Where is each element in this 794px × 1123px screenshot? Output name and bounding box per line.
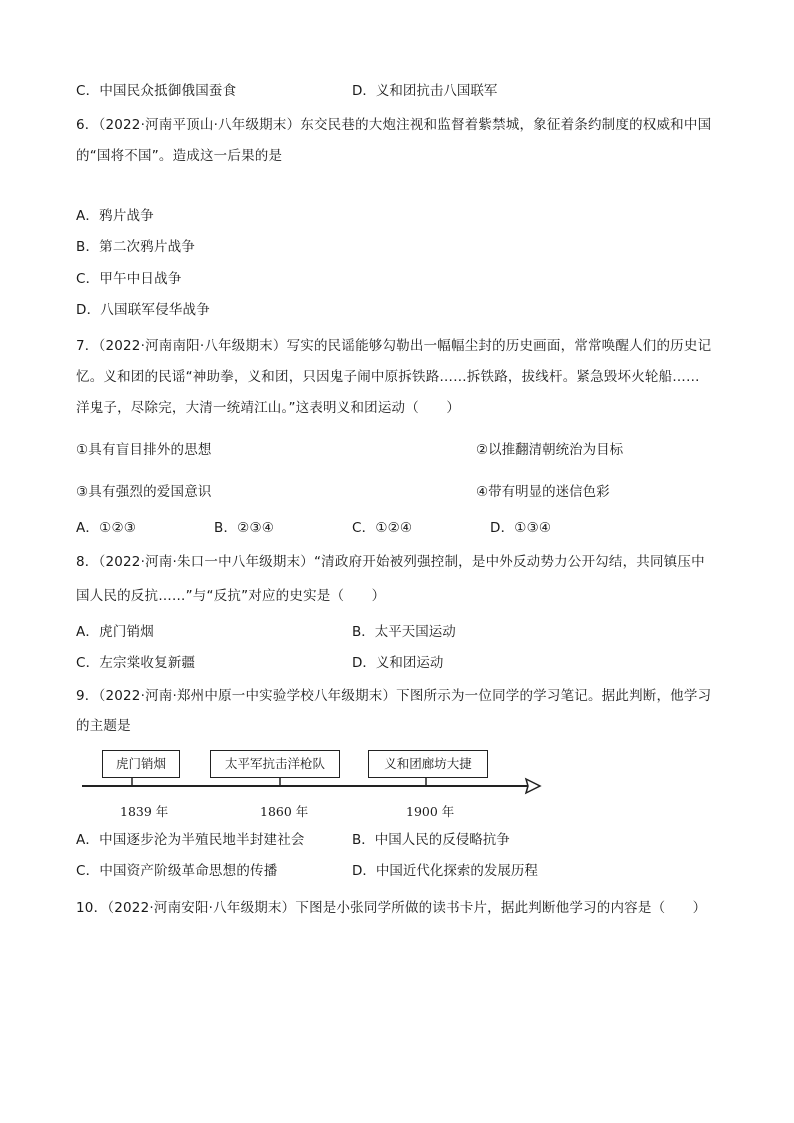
q9-option-c: C．中国资产阶级革命思想的传播 [76, 863, 278, 879]
timeline-year-3: 1900 年 [406, 804, 455, 819]
q7-stem-line2: 忆。义和团的民谣“神助拳，义和团，只因鬼子闹中原拆铁路……拆铁路，拔线杆。紧急毁坏火轮船…… [76, 369, 700, 385]
q9-timeline-figure [76, 746, 546, 826]
q7-option-d: D．①③④ [490, 520, 552, 536]
q8-stem-line2: 国人民的反抗……”与“反抗”对应的史实是（ ） [76, 588, 386, 604]
q6-option-a: A．鸦片战争 [76, 208, 154, 224]
q8-option-c: C．左宗棠收复新疆 [76, 655, 196, 671]
q7-option-b: B．②③④ [214, 520, 275, 536]
q7-stem-line1: 7．（2022·河南南阳·八年级期末）写实的民谣能够勾勒出一幅幅尘封的历史画面，常常唤醒人们的历史记 [76, 338, 712, 354]
q7-option-a: A．①②③ [76, 520, 137, 536]
q8-option-d: D．义和团运动 [352, 655, 444, 671]
q7-statement-1: ①具有盲目排外的思想 [76, 442, 212, 458]
q8-option-a: A．虎门销烟 [76, 624, 154, 640]
q6-stem-line1: 6．（2022·河南平顶山·八年级期末）东交民巷的大炮注视和监督着紫禁城，象征着条约制度的权威和中国 [76, 117, 712, 133]
timeline-year-1: 1839 年 [120, 804, 169, 819]
q7-statement-3: ③具有强烈的爱国意识 [76, 484, 212, 500]
timeline-arrow-icon [526, 779, 540, 793]
timeline-event-2: 太平军抗击洋枪队 [210, 750, 340, 778]
q9-option-d: D．中国近代化探索的发展历程 [352, 863, 538, 879]
q9-stem-line2: 的主题是 [76, 718, 131, 734]
q8-stem-line1: 8．（2022·河南·朱口一中八年级期末）“清政府开始被列强控制，是中外反动势力公开勾结，共同镇压中 [76, 554, 705, 570]
q7-statement-4: ④带有明显的迷信色彩 [476, 484, 610, 500]
q6-stem-line2: 的“国将不国”。造成这一后果的是 [76, 148, 283, 164]
timeline-event-3: 义和团廊坊大捷 [368, 750, 488, 778]
q8-option-b: B．太平天国运动 [352, 624, 456, 640]
q10-stem-line1: 10．（2022·河南安阳·八年级期末）下图是小张同学所做的读书卡片，据此判断他学习的内容是（ ） [76, 900, 707, 916]
q9-stem-line1: 9．（2022·河南·郑州中原一中实验学校八年级期末）下图所示为一位同学的学习笔记。据此判断，他学习 [76, 688, 712, 704]
q5-option-c: C．中国民众抵御俄国蚕食 [76, 83, 237, 99]
q7-stem-line3: 洋鬼子，尽除完，大清一统靖江山。”这表明义和团运动（ ） [76, 400, 461, 416]
q7-options-row [76, 518, 628, 538]
q6-option-b: B．第二次鸦片战争 [76, 239, 196, 255]
q9-option-a: A．中国逐步沦为半殖民地半封建社会 [76, 832, 305, 848]
timeline-year-2: 1860 年 [260, 804, 309, 819]
q5-option-d: D．义和团抗击八国联军 [352, 83, 498, 99]
q7-option-c: C．①②④ [352, 520, 413, 536]
q6-option-c: C．甲午中日战争 [76, 271, 182, 287]
timeline-event-1: 虎门销烟 [102, 750, 180, 778]
q9-option-b: B．中国人民的反侵略抗争 [352, 832, 510, 848]
q7-statement-2: ②以推翻清朝统治为目标 [476, 442, 624, 458]
q6-option-d: D．八国联军侵华战争 [76, 302, 210, 318]
